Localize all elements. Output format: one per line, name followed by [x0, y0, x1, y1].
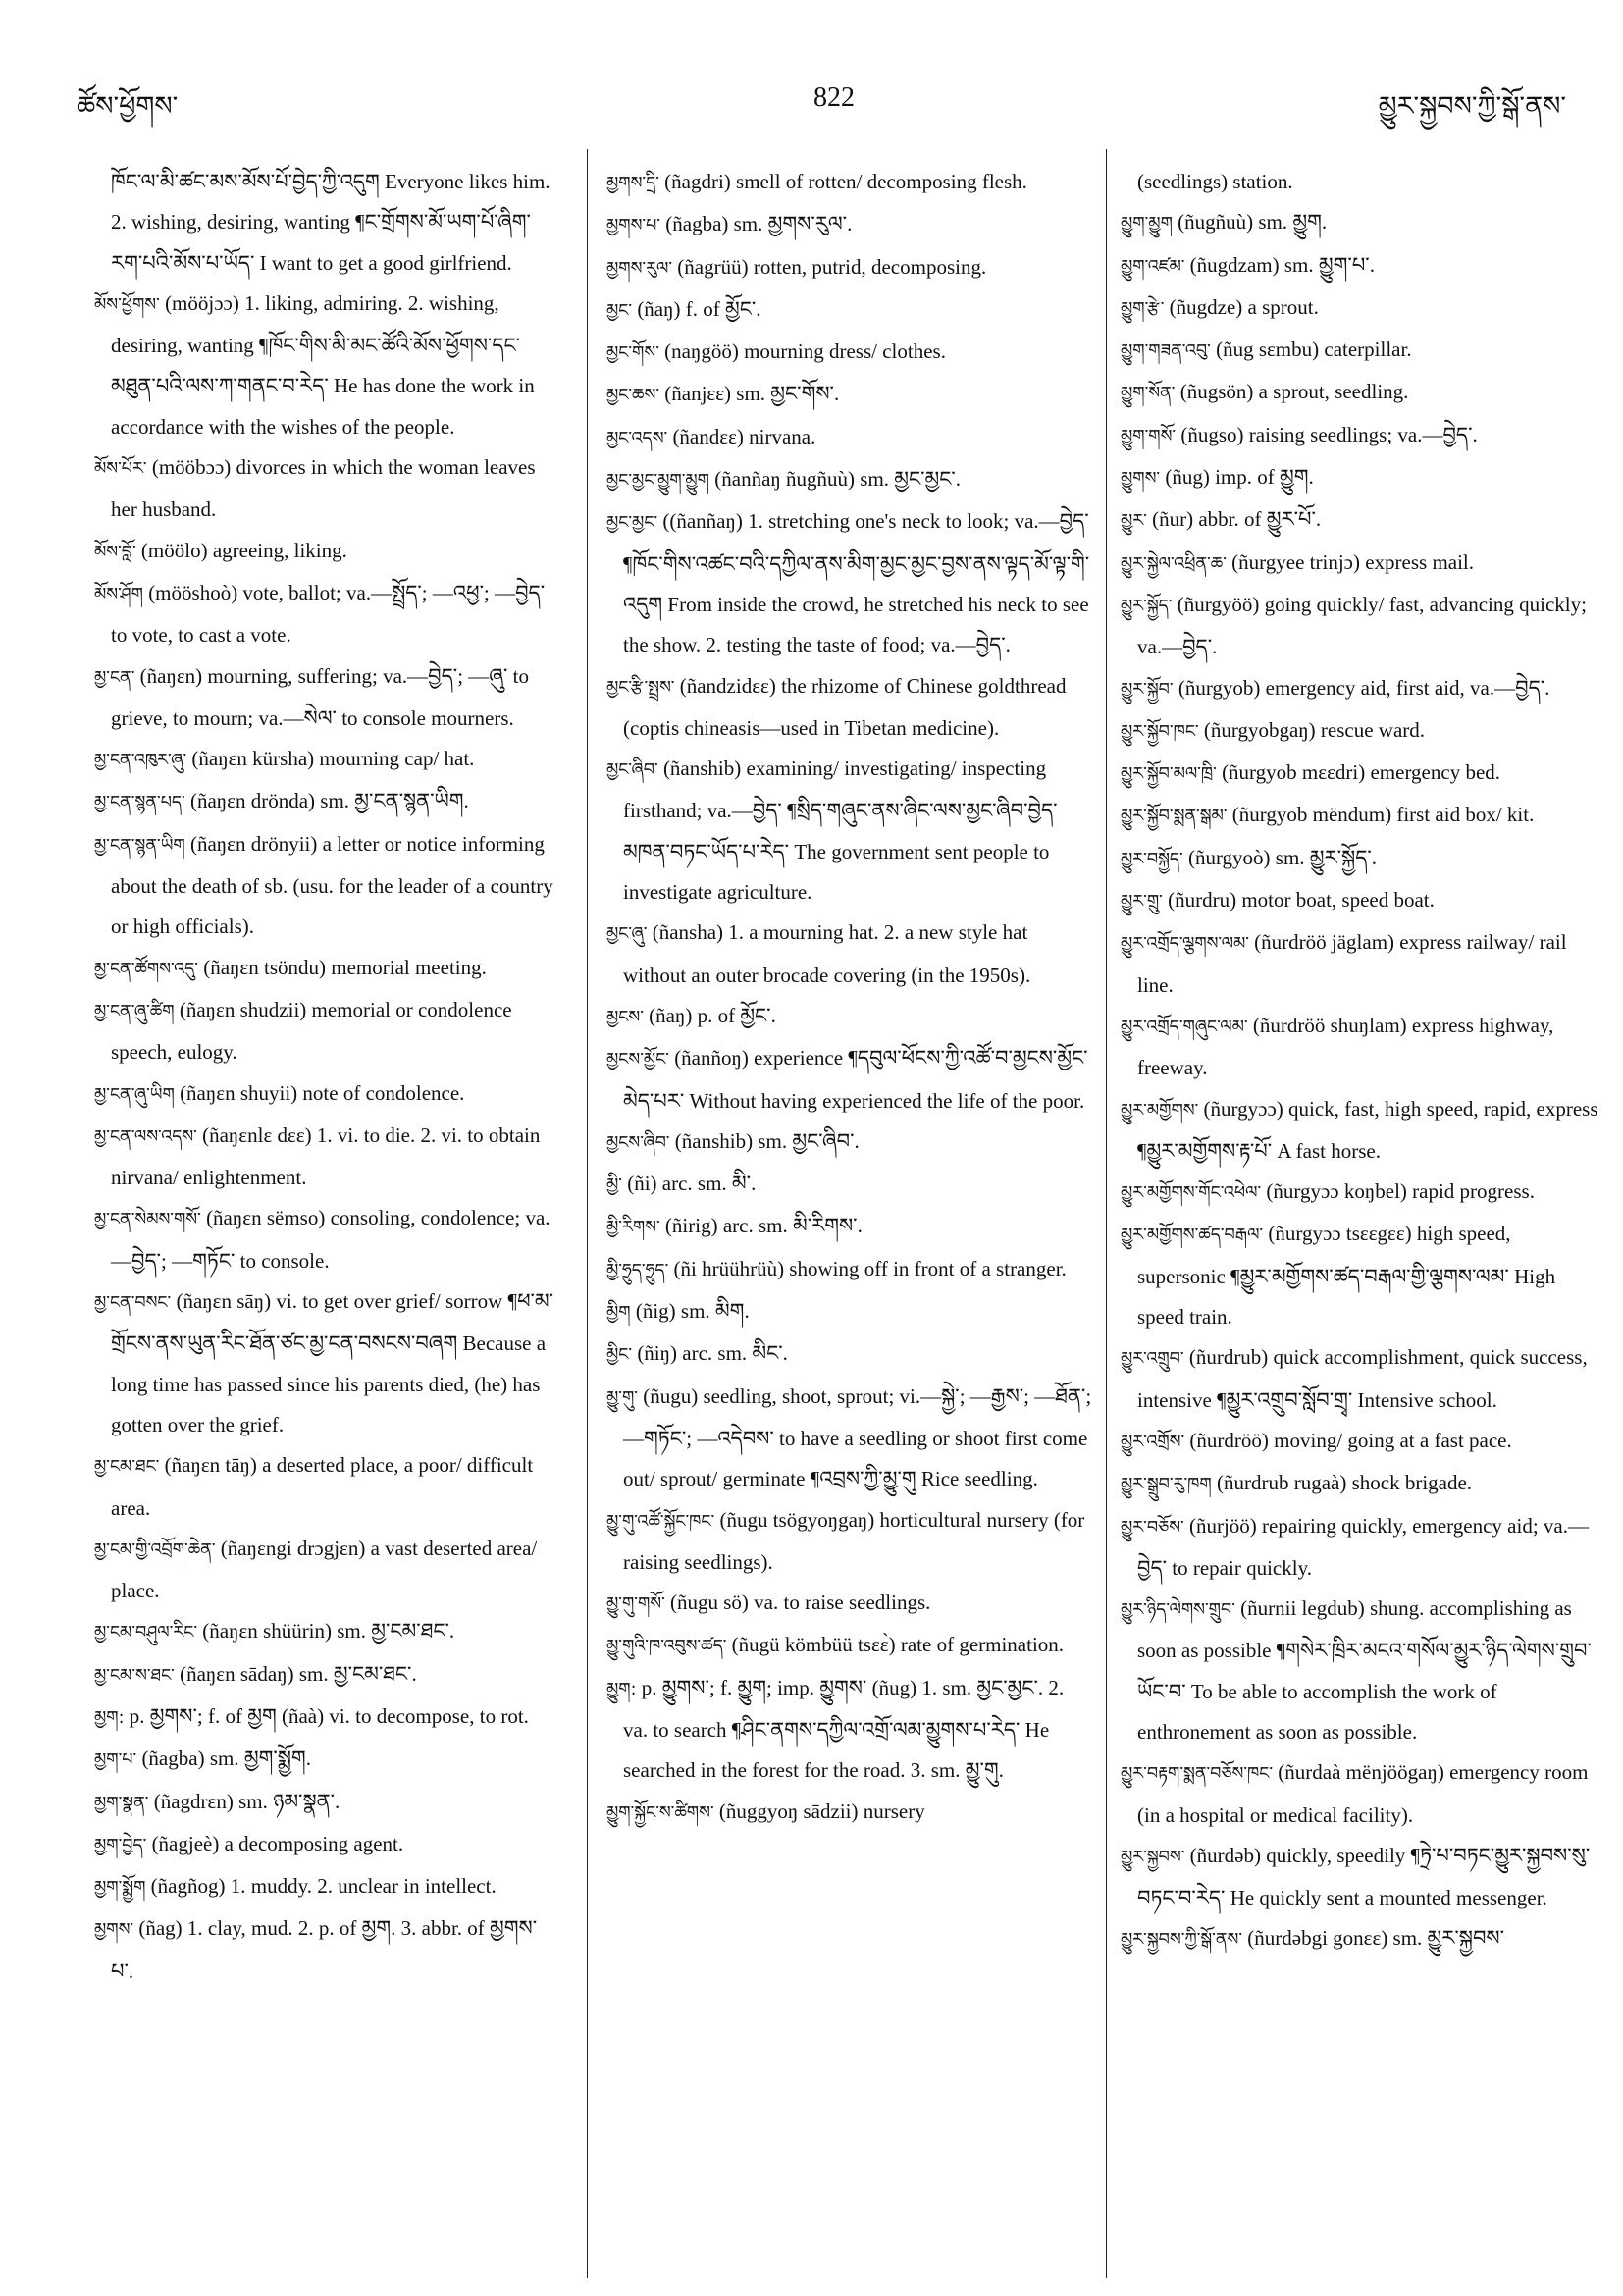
entry-text: (ñag) 1. clay, mud. 2. p. of མྱག. 3. abbr. of མྱགས་པ་. [111, 1916, 538, 1983]
dictionary-entry [1121, 838, 1603, 880]
entry-headword: མྱང་རྩི་སྤྲས་ [606, 677, 675, 698]
entry-text: (ñurgyɔɔ) quick, fast, high speed, rapid, express ¶མྱུར་མགྱོགས་རྟ་པོ་ A fast horse. [1137, 1096, 1598, 1163]
entry-text: (ñandzidɛɛ) the rhizome of Chinese goldthread (coptis chineasis—used in Tibetan medicine). [623, 673, 1067, 740]
entry-headword: མྱུར་བརྟག་སྨན་བཅོས་ཁང་ [1121, 1764, 1274, 1785]
dictionary-entry [94, 1866, 555, 1908]
entry-headword: མྱི་ [606, 1175, 622, 1196]
dictionary-entry [94, 1782, 555, 1824]
dictionary-entry [1121, 1214, 1603, 1337]
entry-headword: མྱངས་མྱོང་ [606, 1050, 669, 1070]
entry-headword: མོས་ཤོག [94, 584, 143, 604]
entry-text: (ñanjɛɛ) sm. མྱང་གོས་. [664, 382, 840, 406]
dictionary-column-2 [606, 162, 1092, 2271]
entry-text: (ñaŋɛngi drɔgjɛn) a vast deserted area/ place. [111, 1536, 538, 1603]
entry-text: (naŋgöö) mourning dress/ clothes. [664, 339, 946, 364]
entry-headword: མྱུར་སྐྱོད་ [1121, 596, 1173, 616]
entry-text: (ñaŋɛn tsöndu) memorial meeting. [203, 955, 487, 979]
dictionary-entry [94, 656, 555, 740]
entry-headword: མྱགས་ [94, 1920, 134, 1941]
entry-headword: མྱུ་གུ་ [606, 1387, 638, 1408]
dictionary-entry [1121, 1463, 1603, 1505]
entry-text: (ñurdrub) quick accomplishment, quick success, intensive ¶མྱུར་འགྲུབ་སློབ་གྲྭ་ Intensive school. [1137, 1345, 1588, 1412]
entry-headword: མྱུར་མགྱོགས་ [1121, 1100, 1199, 1121]
entry-headword: མོས་ཕྱོགས་ [94, 294, 160, 315]
entry-headword: མྱ་ངན་ཞུ་ཡིག [94, 1084, 175, 1105]
entry-text: (ñugu sö) va. to raise seedlings. [670, 1591, 931, 1615]
entry-text: (ñi) arc. sm. མི་. [627, 1172, 757, 1196]
entry-headword: མྱགས་རུལ་ [606, 258, 673, 279]
entry-headword: མྱ་ངམ་གྱི་འབྲོག་ཆེན་ [94, 1539, 216, 1560]
dictionary-entry [94, 1529, 555, 1612]
dictionary-entry [606, 1583, 1092, 1625]
entry-text: (ñaŋɛnlɛ dɛɛ) 1. vi. to die. 2. vi. to obtain nirvana/ enlightenment. [111, 1122, 541, 1190]
entry-headword: མྱུག: [606, 1679, 637, 1699]
entry-headword: མྱག་པ་ [94, 1750, 137, 1771]
entry-headword: མྱགས་དྲི་ [606, 174, 659, 193]
dictionary-entry [606, 374, 1092, 416]
dictionary-entry [94, 1611, 555, 1653]
entry-text: (ñanshib) sm. མྱང་ཞིབ་. [674, 1128, 860, 1153]
entry-headword: མྱུར་ [1121, 511, 1147, 532]
page-number: 822 [813, 82, 855, 113]
entry-headword: མྱུར་མགྱོགས་ཚད་བརྒལ་ [1121, 1226, 1264, 1246]
entry-headword: མྱ་ངན་བསང་ [94, 1293, 172, 1314]
entry-text: (ñurgyob mɛɛdri) emergency bed. [1222, 760, 1501, 785]
entry-headword: མྱུར་འགྲོད་གཞུང་ལམ་ [1121, 1017, 1248, 1037]
entry-headword: མྱང་འདས་ [606, 428, 668, 448]
dictionary-entry [1121, 1506, 1603, 1590]
entry-headword: མྱ་ངན་ཚོགས་འདུ་ [94, 959, 198, 979]
entry-text: (seedlings) station. [1137, 170, 1293, 193]
entry-text: p. མྱགས་; f. of མྱག (ñaà) vi. to decompose, to rot. [129, 1703, 529, 1728]
entry-headword: མྱུར་སྐྱོབ་སྨན་སྒམ་ [1121, 807, 1228, 827]
dictionary-entry [1121, 245, 1603, 287]
dictionary-entry [606, 459, 1092, 501]
entry-text: (ñurgyob mëndum) first aid box/ kit. [1231, 803, 1535, 827]
entry-text: (ñurgyɔɔ tsɛɛgɛɛ) high speed, supersonic ¶མྱུར་མགྱོགས་ཚད་བརྒལ་གྱི་ལྕགས་ལམ་ High speed train. [1137, 1222, 1556, 1330]
entry-text: (ñurdru) motor boat, speed boat. [1168, 888, 1435, 913]
entry-text: (ñaŋɛn drönyii) a letter or notice informing about the death of sb. (usu. for the leader of a country or high officials). [111, 831, 553, 939]
entry-text: (ñaŋɛn tāŋ) a deserted place, a poor/ difficult area. [111, 1453, 534, 1520]
entry-text: (ñanshib) examining/ investigating/ inspecting firsthand; va.—བྱེད་ ¶སྲིད་གཞུང་ནས་ཞིང་ལས་མྱང་ཞིབ་བྱེད་མཁན་བཏང་ཡོད་པ་རེད་ The government sent people to investigate agriculture. [623, 757, 1058, 905]
entry-text: (ñug) imp. of མྱུག. [1165, 465, 1314, 490]
dictionary-entry [1121, 710, 1603, 753]
entry-text: (ñagba) sm. མྱག་སྨྱོག. [141, 1747, 311, 1771]
dictionary-entry [606, 1249, 1092, 1291]
dictionary-entry [94, 1116, 555, 1199]
entry-text: (ñurgyob) emergency aid, first aid, va.—བྱེད་. [1178, 675, 1550, 700]
entry-text: (ñirig) arc. sm. མི་རིགས་. [664, 1214, 863, 1238]
entry-headword: མྱུག་གཟན་འབུ་ [1121, 341, 1211, 362]
dictionary-entry [606, 289, 1092, 332]
entry-headword: མྱ་ངན་ལས་འདས་ [94, 1126, 197, 1147]
entry-text: (ñurdröö shuŋlam) express highway, freeway. [1137, 1013, 1554, 1080]
entry-text: (ñagrüü) rotten, putrid, decomposing. [677, 254, 987, 279]
entry-text: (ñaŋ) f. of མྱོང་. [637, 296, 761, 321]
entry-headword: མྱུ་གུ་འཚོ་སྐྱོང་ཁང་ [606, 1511, 715, 1532]
entry-headword: མྱུག་འཛམ་ [1121, 256, 1185, 277]
entry-headword: མྱུར་བཅོས་ [1121, 1517, 1184, 1538]
dictionary-entry [94, 1739, 555, 1781]
entry-text: (ñurdrub rugaà) shock brigade. [1216, 1471, 1473, 1495]
entry-headword: མྱི་རིགས་ [606, 1218, 660, 1238]
entry-headword: མྱུར་མགྱོགས་གོང་འཕེལ་ [1121, 1183, 1262, 1204]
entry-text: (ñuggyoŋ sādzii) nursery [718, 1799, 925, 1823]
entry-headword: མྱང་ཞིབ་ [606, 760, 658, 781]
column-divider [1106, 149, 1107, 2278]
dictionary-entry [94, 990, 555, 1073]
dictionary-column-3 [1121, 162, 1603, 2271]
entry-headword: མྱག་སྣན་ [94, 1793, 149, 1813]
entry-headword: མྱུར་སྐྱོབ་མལ་ཁྲི་ [1121, 764, 1217, 785]
entry-headword: མྱང་ [606, 300, 633, 321]
dictionary-entry [94, 1654, 555, 1696]
entry-text: (mööshoò) vote, ballot; va.—སྤྲོད་; —འཕྱ་; —བྱེད་ to vote, to cast a vote. [111, 580, 546, 648]
dictionary-entry [1121, 287, 1603, 330]
dictionary-entry [1121, 1589, 1603, 1752]
entry-headword: མོས་པོར་ [94, 459, 147, 480]
entry-headword: མྱ་ངམ་བཤུལ་རིང་ [94, 1623, 197, 1644]
entry-headword: མྱངས་ཞིབ་ [606, 1132, 670, 1153]
dictionary-entry [606, 1792, 1092, 1834]
entry-headword: མྱང་མྱང་མྱུག་མྱུག [606, 471, 709, 492]
entry-text: (ñurdröö jäglam) express railway/ rail line. [1137, 930, 1567, 997]
dictionary-entry [94, 1198, 555, 1281]
entry-headword: མྱུར་སྐྱབས་ཀྱི་སྒོ་ནས་ [1121, 1930, 1243, 1951]
entry-headword: མྱངས་ [606, 1007, 644, 1027]
entry-headword: མྱུར་འགྲོས་ [1121, 1432, 1185, 1452]
dictionary-entry [606, 666, 1092, 750]
entry-headword: མྱུ་གུའི་ཁ་འབུས་ཚད་ [606, 1637, 727, 1657]
entry-headword: མྱུར་གྲུ་ [1121, 892, 1163, 913]
dictionary-entry [606, 1291, 1092, 1333]
entry-headword: མྱུར་སྐྱོབ་ [1121, 679, 1174, 700]
entry-headword: མྱ་ངན་ [94, 667, 135, 688]
dictionary-entry [1121, 880, 1603, 922]
entry-headword: མྱག་བྱེད་ [94, 1835, 147, 1855]
dictionary-entry [1121, 1172, 1603, 1214]
entry-headword: མྱིང་ [606, 1345, 633, 1366]
dictionary-entry [1121, 372, 1603, 414]
entry-text: (ñugü kömbüü tsɛɛ̀) rate of germination. [731, 1633, 1065, 1657]
entry-text: (ñandɛɛ) nirvana. [672, 424, 816, 448]
entry-text: (ñugdze) a sprout. [1169, 294, 1319, 319]
entry-text: (ñurgyobgaŋ) rescue ward. [1203, 717, 1426, 742]
dictionary-entry [94, 1824, 555, 1866]
dictionary-entry [606, 204, 1092, 246]
entry-text: (ñagdrɛn) sm. ཉམ་སྣན་. [153, 1789, 340, 1813]
entry-text: (ñiŋ) arc. sm. མིང་. [637, 1341, 788, 1366]
dictionary-entry [94, 1696, 555, 1739]
dictionary-entry [1121, 499, 1603, 542]
entry-headword: མྱུར་སྐྱེལ་འཕྲིན་ཆ་ [1121, 553, 1227, 574]
dictionary-entry [1121, 1337, 1603, 1421]
entry-headword: མྱུག་མྱུག [1121, 214, 1173, 235]
entry-headword: མྱུག་གསོ་ [1121, 426, 1177, 446]
entry-text: (ñaŋɛn shudzii) memorial or condolence speech, eulogy. [111, 997, 512, 1065]
entry-text: (ñaŋɛn kürsha) mourning cap/ hat. [191, 747, 475, 771]
dictionary-entry [94, 284, 555, 447]
entry-headword: མྱང་ཞུ་ [606, 924, 648, 945]
entry-text: (ñurdəb) quickly, speedily ¶ཏྲེ་པ་བཏང་མྱུར་སྐྱབས་སུ་བཏང་བ་རེད་ He quickly sent a mounted messenger. [1137, 1843, 1591, 1910]
entry-text: (ñurdröö) moving/ going at a fast pace. [1189, 1428, 1512, 1452]
dictionary-entry [1121, 415, 1603, 457]
dictionary-entry [1121, 202, 1603, 244]
dictionary-entry [606, 1377, 1092, 1500]
dictionary-entry [606, 1500, 1092, 1584]
dictionary-entry [606, 1206, 1092, 1248]
entry-text: (ñanñoŋ) experience ¶དབུལ་ཕོངས་ཀྱི་འཚོ་བ་མྱངས་མྱོང་མེད་པར་ Without having experienced the life of the poor. [623, 1046, 1088, 1113]
entry-text: (mööjɔɔ) 1. liking, admiring. 2. wishing, desiring, wanting ¶ཁོང་གིས་མི་མང་ཚོའི་མོས་ཕྱོགས་དང་མཐུན་པའི་ལས་ཀ་གནང་བ་རེད་ He has done the work in accordance with the wishes of the people. [111, 290, 535, 439]
entry-headword: མྱགས་པ་ [606, 216, 660, 236]
dictionary-entry [94, 1073, 555, 1116]
entry-text: (ñi hrüührüù) showing off in front of a stranger. [673, 1256, 1067, 1280]
entry-text: (ñug sɛmbu) caterpillar. [1216, 338, 1412, 362]
running-head-left: ཚོས་ཕྱོགས་ [77, 91, 179, 122]
entry-text: p. མྱུགས་; f. མྱུག; imp. མྱུགས་ (ñug) 1. sm. མྱང་མྱང་. 2. va. to search ¶ཤིང་ནགས་དཀྱིལ་འགྲོ་ལམ་མྱུགས་པ་རེད་ He searched in the forest for the road. 3. sm. མྱུ་གུ. [623, 1675, 1065, 1783]
entry-text: (ñurgyoò) sm. མྱུར་སྐྱོད་. [1187, 845, 1378, 869]
dictionary-entry [606, 501, 1092, 665]
dictionary-entry [94, 1445, 555, 1529]
entry-text: ((ñanñaŋ) 1. stretching one's neck to look; va.—བྱེད་ ¶ཁོང་གིས་འཚང་བའི་དཀྱིལ་ནས་མིག་མྱང་མྱང་བྱས་ནས་ལྟད་མོ་ལྟ་གི་འདུག From inside the crowd, he stretched his neck to see the show. 2. testing the taste of food; va.—བྱེད་. [623, 509, 1090, 657]
dictionary-entry [94, 824, 555, 948]
entry-headword: མྱིག [606, 1303, 631, 1324]
entry-continuation [1121, 162, 1603, 202]
entry-headword: མོས་བློ་ [94, 542, 136, 562]
entry-headword: མྱ་ངན་སེམས་གསོ་ [94, 1210, 201, 1230]
entry-headword: མྱག་སྨྱོག [94, 1878, 146, 1899]
entry-headword: མྱུར་སྒྲུབ་རུ་ཁག [1121, 1475, 1212, 1495]
entry-text: (ñaŋɛn sāŋ) vi. to get over grief/ sorrow ¶ཕ་མ་གྲོངས་ནས་ཡུན་རིང་ཐོན་ཙང་མྱ་ངན་བསངས་བཞག Because a long time has passed since his parents died, (he) has gotten over the grief. [111, 1289, 554, 1436]
running-head-right: མྱུར་སྐྱབས་ཀྱི་སྒོ་ནས་ [1378, 91, 1566, 122]
entry-headword: མྱ་ངན་སྙན་ཡིག [94, 835, 185, 856]
entry-headword: མྱུ་གུ་གསོ་ [606, 1594, 665, 1615]
entry-headword: མྱ་ངམ་ཐང་ [94, 1457, 160, 1478]
dictionary-entry [94, 573, 555, 656]
entry-text: (ñaŋɛn shuyii) note of condolence. [180, 1080, 465, 1105]
dictionary-entry [1121, 457, 1603, 499]
dictionary-entry [94, 447, 555, 531]
column-divider [587, 149, 588, 2278]
entry-text: (ñagba) sm. མྱགས་རུལ་. [665, 212, 853, 236]
dictionary-entry [606, 1038, 1092, 1122]
entry-text: (ñaŋɛn) mourning, suffering; va.—བྱེད་; —ཞུ་ to grieve, to mourn; va.—སེལ་ to console mourners. [111, 663, 529, 730]
entry-text: (ñur) abbr. of མྱུར་པོ་. [1152, 507, 1322, 532]
entry-text: (ñurgyee trinjɔ) express mail. [1231, 549, 1475, 574]
dictionary-column-1 [94, 162, 555, 2271]
entry-text: (ñig) sm. མིག. [635, 1299, 750, 1324]
entry-text: (ñurgyɔɔ koŋbel) rapid progress. [1266, 1179, 1535, 1204]
dictionary-entry [606, 332, 1092, 374]
dictionary-entry [94, 1908, 555, 1992]
dictionary-entry [1121, 1006, 1603, 1089]
dictionary-entry [606, 1625, 1092, 1667]
entry-text: (ñugñuù) sm. མྱུག. [1178, 210, 1328, 235]
dictionary-entry [94, 1281, 555, 1445]
entry-text: (ñurgyöö) going quickly/ fast, advancing quickly; va.—བྱེད་. [1137, 592, 1587, 659]
entry-headword: མྱང་མྱང་ [606, 513, 658, 534]
entry-headword: མྱ་ངན་སྙན་པད་ [94, 793, 185, 813]
entry-headword: མྱུགས་ [1121, 469, 1161, 490]
entry-text: (ñugu) seedling, shoot, sprout; vi.—སྐྱེ་; —རྒྱས་; —ཐོན་; —གཏོང་; —འདེབས་ to have a seedling or shoot first come out/ sprout/ germinate ¶འབྲས་ཀྱི་མྱུ་གུ Rice seedling. [623, 1383, 1092, 1491]
dictionary-entry [606, 247, 1092, 289]
dictionary-entry [94, 739, 555, 781]
dictionary-entry [1121, 1918, 1603, 1960]
entry-text: (ñaŋɛn shüürin) sm. མྱ་ངམ་ཐང་. [202, 1619, 455, 1644]
dictionary-entry [606, 913, 1092, 996]
entry-text: (ñansha) 1. a mourning hat. 2. a new style hat without an outer brocade covering (in the 1950s). [623, 920, 1031, 987]
entry-headword: མྱུར་བསྐྱོད་ [1121, 849, 1183, 869]
entry-text: (ñugdzam) sm. མྱུག་པ་. [1189, 252, 1375, 277]
entry-headword: མྱུར་ཉིད་ལེགས་གྲུབ་ [1121, 1600, 1235, 1621]
dictionary-entry [606, 1668, 1092, 1792]
entry-text: ཁོང་ལ་མི་ཚང་མས་མོས་པོ་བྱེད་ཀྱི་འདུག Everyone likes him. 2. wishing, desiring, wanting ¶ང་གྲོགས་མོ་ཡག་པོ་ཞིག་རག་པའི་མོས་པ་ཡོད་ I want to get a good girlfriend. [111, 170, 550, 275]
dictionary-entry [606, 162, 1092, 204]
entry-text: (ñugu tsögyoŋgaŋ) horticultural nursery (for raising seedlings). [623, 1507, 1085, 1574]
dictionary-entry [606, 1122, 1092, 1164]
dictionary-entry [1121, 543, 1603, 585]
dictionary-entry [606, 417, 1092, 459]
entry-headword: མྱུར་སྐྱོབ་ཁང་ [1121, 721, 1199, 742]
dictionary-entry [1121, 1836, 1603, 1919]
dictionary-entry [1121, 585, 1603, 668]
entry-continuation [94, 162, 555, 284]
dictionary-entry [1121, 922, 1603, 1006]
entry-text: (ñaŋɛn sëmso) consoling, condolence; va.—བྱེད་; —གཏོང་ to console. [111, 1206, 550, 1273]
entry-headword: མྱུག་རྩེ་ [1121, 298, 1165, 319]
entry-text: (ñugsön) a sprout, seedling. [1179, 380, 1409, 404]
dictionary-entry [606, 1164, 1092, 1206]
dictionary-entry [1121, 795, 1603, 837]
entry-headword: མྱ་ངན་ཞུ་ཚིག [94, 1001, 175, 1021]
entry-headword: མྱག: [94, 1707, 125, 1728]
entry-text: (ñagdri) smell of rotten/ decomposing flesh. [664, 170, 1027, 193]
entry-text: (ñagñog) 1. muddy. 2. unclear in intellect. [150, 1874, 497, 1899]
dictionary-entry [94, 531, 555, 573]
dictionary-entry [1121, 1089, 1603, 1173]
entry-text: (mööbɔɔ) divorces in which the woman leaves her husband. [111, 455, 536, 522]
entry-headword: མྱུར་འགྲུབ་ [1121, 1349, 1184, 1370]
entry-text: (ñurdəbgi gonɛɛ) sm. མྱུར་སྐྱབས་ [1247, 1926, 1505, 1951]
entry-text: (ñaŋ) p. of མྱོང་. [649, 1003, 776, 1027]
entry-text: (ñanñaŋ ñugñuù) sm. མྱང་མྱང་. [714, 467, 962, 492]
dictionary-entry [1121, 330, 1603, 372]
entry-text: (ñaŋɛn sādaŋ) sm. མྱ་ངམ་ཐང་. [180, 1661, 417, 1686]
dictionary-entry [1121, 1421, 1603, 1463]
dictionary-entry [1121, 668, 1603, 710]
dictionary-entry [606, 749, 1092, 913]
dictionary-entry [94, 781, 555, 823]
entry-text: (möölo) agreeing, liking. [140, 538, 347, 562]
entry-headword: མྱི་ཧྲུད་ཧྲུད་ [606, 1260, 669, 1280]
entry-headword: མྱུག་སོན་ [1121, 384, 1176, 404]
dictionary-entry [606, 1333, 1092, 1376]
entry-headword: མྱུག་སྐྱོང་ས་ཚིགས་ [606, 1802, 714, 1823]
entry-text: (ñagjeè) a decomposing agent. [151, 1831, 404, 1855]
entry-text: (ñurnii legdub) shung. accomplishing as soon as possible ¶གསེར་ཁྲིར་མངའ་གསོལ་མྱུར་ཉིད་ལེགས་གྲུབ་ཡོང་བ་ To be able to accomplish the work of enthronement as soon as possible. [1137, 1596, 1592, 1744]
dictionary-entry [1121, 1752, 1603, 1836]
dictionary-entry [606, 996, 1092, 1038]
entry-headword: མྱ་ངན་འཁུར་ཞུ་ [94, 751, 187, 771]
entry-headword: མྱང་གོས་ [606, 343, 659, 364]
entry-headword: མྱ་ངམ་ས་ཐང་ [94, 1665, 175, 1686]
entry-headword: མྱང་ཆས་ [606, 386, 660, 406]
entry-text: (ñurjöö) repairing quickly, emergency aid; va.—བྱེད་ to repair quickly. [1137, 1513, 1589, 1580]
dictionary-entry [1121, 753, 1603, 795]
entry-headword: མྱུར་འགྲོད་ལྕགས་ལམ་ [1121, 934, 1249, 955]
dictionary-entry [94, 948, 555, 990]
entry-text: (ñugso) raising seedlings; va.—བྱེད་. [1180, 422, 1478, 446]
entry-headword: མྱུར་སྐྱབས་ [1121, 1847, 1185, 1867]
entry-text: (ñurdaà mënjöögaŋ) emergency room (in a hospital or medical facility). [1137, 1760, 1589, 1827]
entry-text: (ñaŋɛn drönda) sm. མྱ་ངན་སྙན་ཡིག. [189, 789, 469, 813]
